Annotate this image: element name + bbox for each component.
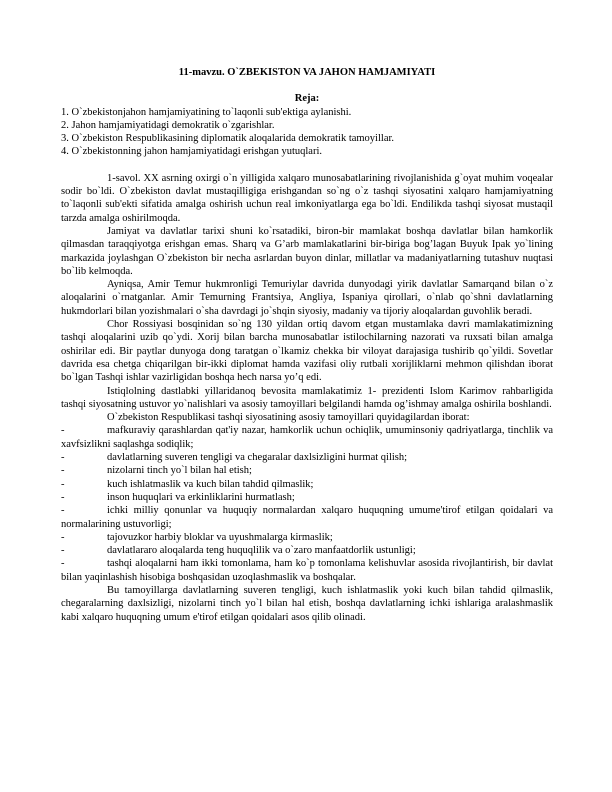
document-page: [61, 66, 553, 624]
plan-item: 4. O`zbekistonning jahon hamjamiyatidagi erishgan yutuqlari.: [61, 146, 322, 158]
principle-text: inson huquqlari va erkinliklarini hurmatlash;: [107, 491, 295, 503]
bullet-dash: -: [61, 505, 65, 517]
bullet-dash: -: [61, 425, 65, 437]
bullet-dash: -: [61, 478, 65, 490]
principle-text: kuch ishlatmaslik va kuch bilan tahdid qilmaslik;: [107, 478, 314, 490]
principle-text: tajovuzkor harbiy bloklar va uyushmalarga kirmaslik;: [107, 531, 333, 543]
paragraph: Jamiyat va davlatlar tarixi shuni ko`rsatadiki, biron-bir mamlakat boshqa davlatlar bilan hamkorlik qilmasdan taraqqiyotga erishgan emas. Sharq va G’arb mamlakatlarini bir-biriga bog’lagan Buyuk Ipak yo`lining markazida joylashgan O`zbekiston bir necha asrlardan buyon dinlar, millatlar va madaniyatlarning tutashuv nuqtasi bo`lib kelmoqda.: [61, 225, 553, 277]
plan-item: 3. O`zbekiston Respublikasining diplomatik aloqalarida demokratik tamoyillar.: [61, 133, 395, 145]
paragraph: Chor Rossiyasi bosqinidan so`ng 130 yildan ortiq davom etgan mustamlaka davri mamlakatimizning tashqi aloqalarini uzib qo`ydi. Xorij bilan barcha munosabatlar istilochilarning nazorati va ruxsati bilan amalga oshirilar edi. Bir paytlar dunyoga dong taratgan o`lkamiz chekka bir viloyat darajasiga tushirib qo`yildi. Sovetlar davrida esa chetga chiqarilgan bir-ikki diplomat hamda vazifasi oliy rutbali xorijliklarni mehmon qilishdan iborat bo`lgan Tashqi ishlar vazirligidan boshqa hech narsa yo’q edi.: [61, 319, 553, 384]
principle-item: [61, 531, 553, 544]
principle-item: [61, 557, 553, 584]
closing-paragraph: Bu tamoyillarga davlatlarning suveren tengligi, kuch ishlatmaslik yoki kuch bilan tahdid qilmaslik, chegaralarning daxlsizligi, nizolarni tinch yo`l bilan hal etish, boshqa davlatlarning ichki ishlariga aralashmaslik kabi xalqaro huquqning umum e'tirof etilgan qoidalari asos qilib olinadi.: [61, 584, 553, 623]
principle-text: mafkuraviy qarashlardan qat'iy nazar, hamkorlik uchun ochiqlik, umuminsoniy qadriyatlarga, tinchlik va xavfsizlikni saqlashga sodiqlik;: [61, 425, 553, 450]
principle-text: nizolarni tinch yo`l bilan hal etish;: [107, 465, 252, 477]
plan-item: 2. Jahon hamjamiyatidagi demokratik o`zgarishlar.: [61, 119, 275, 131]
principle-item: [61, 504, 553, 531]
principle-item: [61, 478, 553, 491]
principle-item: [61, 424, 553, 451]
paragraph: Ayniqsa, Amir Temur hukmronligi Temuriylar davrida dunyodagi yirik davlatlar Samarqand bilan o`z aloqalarini o`rnatganlar. Amir Temurning Frantsiya, Angliya, Ispaniya qirollari, o`nlab qo`shni davlatlarning hukmdorlari bilan yozishmalari o`sha davrdagi jo`shqin siyosiy, madaniy va tijoriy aloqalardan guvohlik beradi.: [61, 279, 553, 317]
bullet-dash: -: [61, 465, 65, 477]
principle-text: ichki milliy qonunlar va huquqiy normalardan xalqaro huquqning umume'tirof etilgan qoidalari va normalarining ustuvorligi;: [61, 505, 553, 530]
spacer: [61, 159, 553, 172]
bullet-dash: -: [61, 531, 65, 543]
principle-item: [61, 464, 553, 477]
paragraph: Istiqlolning dastlabki yillaridanoq bevosita mamlakatimiz 1- prezidenti Islom Karimov rahbarligida tashqi siyosatning ustuvor yo`nalishlari va asosiy tamoyillari belgilandi hamda og’ishmay amalga oshirila boshlandi.: [61, 385, 553, 410]
paragraph: O`zbekiston Respublikasi tashqi siyosatining asosiy tamoyillari quyidagilardan iborat:: [107, 412, 470, 424]
principle-text: davlatlarning suveren tengligi va chegaralar daxlsizligini hurmat qilish;: [107, 452, 408, 464]
bullet-dash: -: [61, 558, 65, 570]
plan-list: [61, 106, 553, 159]
bullet-dash: -: [61, 545, 65, 557]
plan-heading: Reja:: [294, 93, 320, 105]
principle-item: [61, 544, 553, 557]
bullet-dash: -: [61, 452, 65, 464]
document-title: 11-mavzu. O`ZBEKISTON VA JAHON HAMJAMIYATI: [178, 67, 436, 78]
paragraph: 1-savol. XX asrning oxirgi o`n yilligida xalqaro munosabatlarining rivojlanishida g`oyat muhim voqealar sodir bo`ldi. O`zbekiston davlat mustaqilligiga erishgandan so`ng o`z tashqi siyosatini xalqaro hamjamiyatning to`laqonli sub'ekti sifatida amalga oshirish uchun real imkoniyatlarga ega bo`ldi. Endilikda tashqi siyosat mustaqil tarzda amalga oshirilmoqda.: [61, 172, 553, 224]
principle-text: tashqi aloqalarni ham ikki tomonlama, ham ko`p tomonlama kelishuvlar asosida rivojlantirish, bir davlat bilan yaqinlashish hisobiga boshqasidan uzoqlashmaslik va boshqalar.: [61, 558, 553, 583]
principle-item: [61, 491, 553, 504]
bullet-dash: -: [61, 491, 65, 503]
principle-item: [61, 451, 553, 464]
plan-item: 1. O`zbekistonjahon hamjamiyatining to`laqonli sub'ektiga aylanishi.: [61, 106, 352, 118]
principle-text: davlatlararo aloqalarda teng huquqlilik va o`zaro manfaatdorlik ustunligi;: [107, 545, 416, 557]
